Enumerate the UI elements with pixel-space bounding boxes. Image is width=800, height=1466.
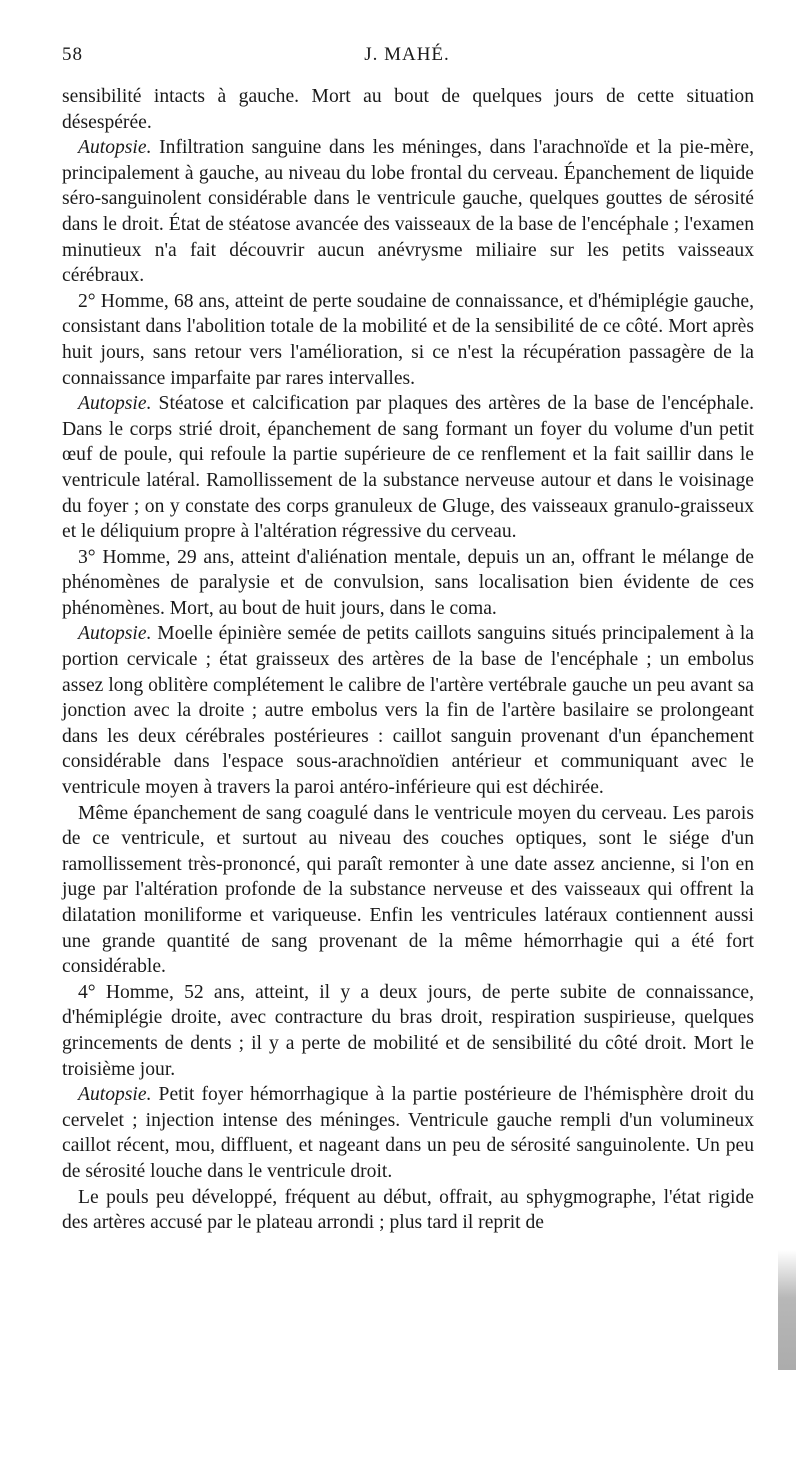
body-text bbox=[62, 84, 754, 1236]
page-number: 58 bbox=[62, 44, 83, 65]
paragraph: Le pouls peu développé, fréquent au début, offrait, au sphygmographe, l'état rigide des artères accusé par le plateau arrondi ; plus tard il reprit de bbox=[62, 1186, 754, 1234]
paragraph-lead: Autopsie. bbox=[78, 137, 152, 159]
paragraph: Autopsie. Petit foyer hémorrhagique à la partie postérieure de l'hémisphère droit du cervelet ; injection intense des méninges. Ventricule gauche rempli d'un volumineux caillot récent, mou, diffluent, et nageant dans un peu de sérosité sanguinolente. Un peu de sérosité louche dans le ventricule droit. bbox=[62, 1084, 754, 1182]
paragraph-lead: Autopsie. bbox=[78, 1084, 152, 1106]
paragraph: Même épanchement de sang coagulé dans le ventricule moyen du cerveau. Les parois de ce ventricule, et surtout au niveau des couches optiques, sont le siége d'un ramollissement très-prononcé, qui paraît remonter à une date assez ancienne, si l'on en juge par l'altération profonde de la substance nerveuse et des vaisseaux qui offrent la dilatation moniliforme et variqueuse. Enfin les ventricules latéraux contiennent aussi une grande quantité de sang provenant de la même hémorrhagie qui a été fort considérable. bbox=[62, 802, 754, 978]
paragraph-lead: Autopsie. bbox=[78, 623, 152, 645]
paragraph: 4° Homme, 52 ans, atteint, il y a deux jours, de perte subite de connaissance, d'hémiplégie droite, avec contracture du bras droit, respiration suspirieuse, quelques grincements de dents ; il y a perte de mobilité et de sensibilité du côté droit. Mort le troisième jour. bbox=[62, 981, 754, 1080]
paragraph: Autopsie. Moelle épinière semée de petits caillots sanguins situés principalement à la portion cervicale ; état graisseux des artères de la base de l'encéphale ; un embolus assez long oblitère complétement le calibre de l'artère vertébrale gauche un peu avant sa jonction avec la droite ; autre embolus vers la fin de l'artère basilaire se prolongeant dans les deux cérébrales postérieures : caillot sanguin provenant d'un épanchement considérable dans l'espace sous-arachnoïdien antérieur et communiquant avec le ventricule moyen à travers la paroi antéro-inférieure qui est déchirée. bbox=[62, 623, 754, 799]
paragraph-lead: Autopsie. bbox=[78, 393, 152, 415]
paragraph: 2° Homme, 68 ans, atteint de perte soudaine de connaissance, et d'hémiplégie gauche, consistant dans l'abolition totale de la mobilité et de la sensibilité de ce côté. Mort après huit jours, sans retour vers l'amélioration, si ce n'est la récupération passagère de la connaissance imparfaite par rares intervalles. bbox=[62, 290, 754, 389]
paragraph: Autopsie. Infiltration sanguine dans les méninges, dans l'arachnoïde et la pie-mère, principalement à gauche, au niveau du lobe frontal du cerveau. Épanchement de liquide séro-sanguinolent considérable dans le ventricule gauche, quelques gouttes de sérosité dans le droit. État de stéatose avancée des vaisseaux de la base de l'encéphale ; l'examen minutieux n'a fait découvrir aucun anévrysme miliaire sur les petits vaisseaux cérébraux. bbox=[62, 137, 754, 287]
paragraph: sensibilité intacts à gauche. Mort au bout de quelques jours de cette situation désespérée. bbox=[62, 86, 754, 133]
paragraph: Autopsie. Stéatose et calcification par plaques des artères de la base de l'encéphale. Dans le corps strié droit, épanchement de sang formant un foyer du volume d'un petit œuf de poule, qui refoule la partie supérieure de ce renflement et la fait saillir dans le ventricule latéral. Ramollissement de la substance nerveuse autour et dans le voisinage du foyer ; on y constate des corps granuleux de Gluge, des vaisseaux granulo-graisseux et le déliquium propre à l'altération régressive du cerveau. bbox=[62, 393, 754, 543]
page-header bbox=[62, 44, 752, 74]
page-edge-shadow bbox=[778, 1250, 796, 1370]
paragraph: 3° Homme, 29 ans, atteint d'aliénation mentale, depuis un an, offrant le mélange de phénomènes de paralysie et de convulsion, sans localisation bien évidente de ces phénomènes. Mort, au bout de huit jours, dans le coma. bbox=[62, 546, 754, 619]
running-head: J. MAHÉ. bbox=[364, 44, 450, 65]
